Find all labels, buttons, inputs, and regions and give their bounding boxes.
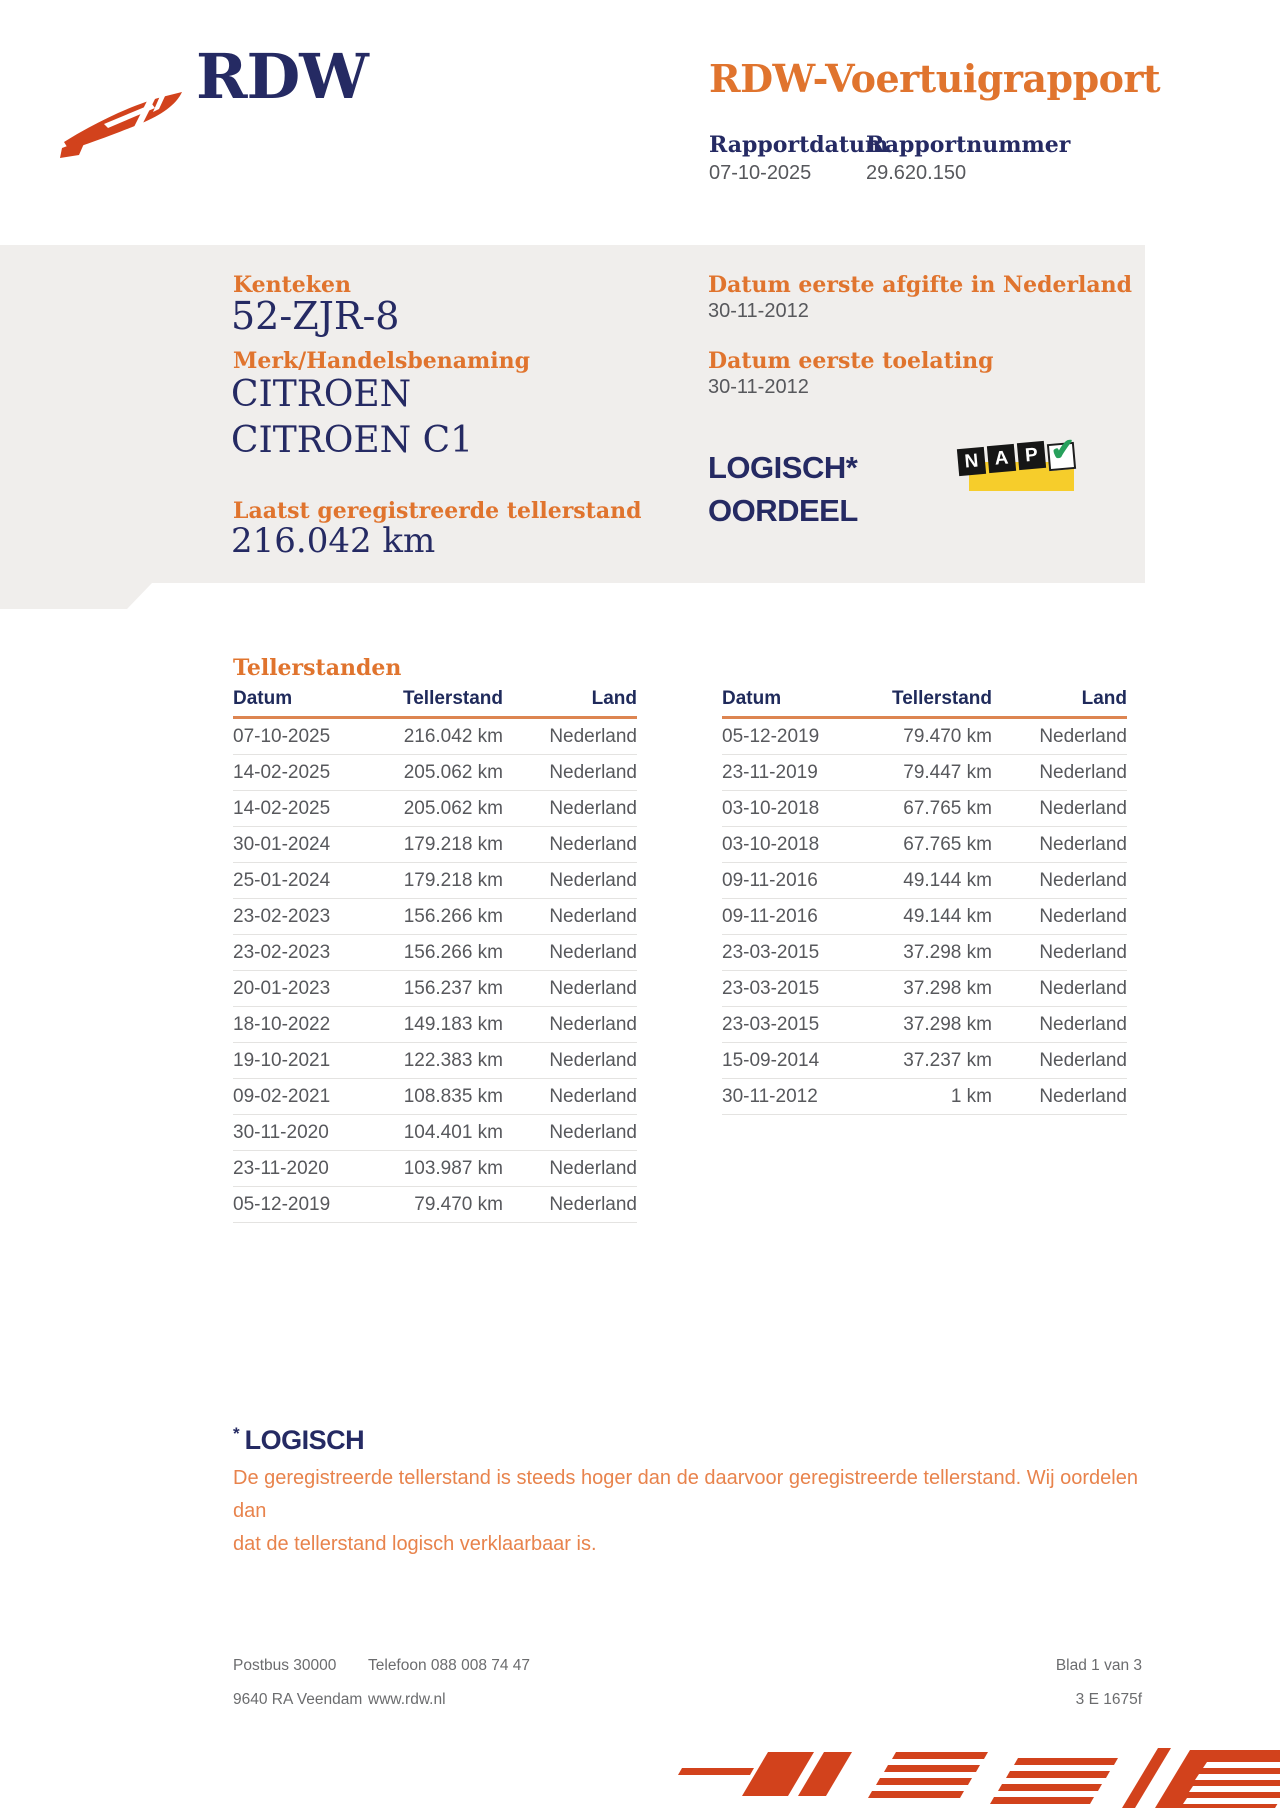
nap-logo — [956, 432, 1086, 498]
rdw-wing-logo-icon — [56, 78, 196, 164]
table-header-row — [233, 688, 637, 719]
merk-label: Merk/Handelsbenaming — [233, 348, 531, 374]
cell-date: 03-10-2018 — [722, 833, 820, 855]
table-row — [722, 899, 1127, 935]
cell-odometer: 79.470 km — [903, 725, 992, 747]
table-row — [722, 791, 1127, 827]
cell-odometer: 122.383 km — [403, 1049, 503, 1071]
cell-odometer: 108.835 km — [403, 1085, 503, 1107]
table-row — [233, 863, 637, 899]
col-header-land: Land — [1081, 688, 1127, 709]
table-row — [233, 827, 637, 863]
cell-country: Nederland — [549, 1157, 637, 1179]
table-row — [233, 935, 637, 971]
cell-date: 30-11-2020 — [233, 1121, 329, 1143]
footer-address-line2: 9640 RA Veendam — [233, 1691, 363, 1708]
cell-odometer: 104.401 km — [403, 1121, 503, 1143]
cell-country: Nederland — [549, 797, 637, 819]
table-row — [233, 1079, 637, 1115]
nap-letter-n: N — [957, 447, 986, 476]
table-body — [233, 719, 637, 1223]
cell-country: Nederland — [1039, 905, 1127, 927]
kenteken-value: 52-ZJR-8 — [231, 294, 400, 338]
cell-country: Nederland — [549, 905, 637, 927]
cell-date: 23-02-2023 — [233, 905, 331, 927]
note-title: LOGISCH — [244, 1425, 365, 1455]
cell-date: 23-03-2015 — [722, 977, 820, 999]
afgifte-label: Datum eerste afgifte in Nederland — [708, 272, 1133, 298]
cell-country: Nederland — [549, 977, 637, 999]
note-line-2: dat de tellerstand logisch verklaarbaar is. — [233, 1533, 597, 1555]
cell-odometer: 179.218 km — [403, 869, 503, 891]
footer-page-indicator: Blad 1 van 3 — [1055, 1657, 1142, 1674]
nap-letter-a: A — [987, 444, 1016, 473]
cell-country: Nederland — [549, 869, 637, 891]
afgifte-value: 30-11-2012 — [708, 300, 809, 322]
report-date-value: 07-10-2025 — [709, 162, 812, 184]
cell-date: 09-02-2021 — [233, 1085, 331, 1107]
report-date-label: Rapportdatum — [709, 132, 889, 158]
col-header-datum: Datum — [233, 688, 293, 709]
tellerstand-value: 216.042 km — [231, 521, 436, 561]
table-row — [722, 1043, 1127, 1079]
cell-odometer: 156.237 km — [403, 977, 503, 999]
cell-date: 23-11-2019 — [722, 761, 818, 783]
tables-section-title: Tellerstanden — [233, 655, 402, 681]
col-header-land: Land — [591, 688, 637, 709]
cell-country: Nederland — [549, 1193, 637, 1215]
cell-odometer: 49.144 km — [903, 869, 992, 891]
table-header-row — [722, 688, 1127, 719]
tellerstand-label: Laatst geregistreerde tellerstand — [233, 498, 642, 524]
note-asterisk: * — [233, 1424, 240, 1443]
col-header-tellerstand: Tellerstand — [403, 688, 503, 709]
cell-date: 03-10-2018 — [722, 797, 820, 819]
toelating-value: 30-11-2012 — [708, 376, 809, 398]
cell-odometer: 149.183 km — [403, 1013, 503, 1035]
cell-country: Nederland — [549, 1013, 637, 1035]
oordeel-block — [708, 446, 858, 532]
cell-odometer: 179.218 km — [403, 833, 503, 855]
odometer-table-left — [233, 688, 637, 1223]
table-row — [722, 755, 1127, 791]
cell-country: Nederland — [1039, 869, 1127, 891]
table-row — [722, 719, 1127, 755]
cell-odometer: 156.266 km — [403, 941, 503, 963]
nap-check-tile — [1047, 432, 1077, 471]
cell-country: Nederland — [549, 1049, 637, 1071]
table-row — [233, 791, 637, 827]
table-row — [233, 1187, 637, 1223]
footer-address-line1: Postbus 30000 — [233, 1657, 337, 1674]
cell-country: Nederland — [549, 761, 637, 783]
cell-date: 23-03-2015 — [722, 1013, 820, 1035]
cell-country: Nederland — [549, 941, 637, 963]
cell-date: 07-10-2025 — [233, 725, 331, 747]
cell-date: 23-11-2020 — [233, 1157, 329, 1179]
table-row — [233, 719, 637, 755]
cell-odometer: 216.042 km — [403, 725, 503, 747]
cell-country: Nederland — [549, 1085, 637, 1107]
cell-country: Nederland — [1039, 833, 1127, 855]
cell-date: 15-09-2014 — [722, 1049, 820, 1071]
cell-date: 09-11-2016 — [722, 869, 818, 891]
cell-odometer: 37.298 km — [903, 1013, 992, 1035]
rdw-stripes-decoration — [650, 1748, 1280, 1812]
footer-phone: Telefoon 088 008 74 47 — [368, 1657, 531, 1674]
report-number-value: 29.620.150 — [866, 162, 967, 184]
cell-odometer: 67.765 km — [903, 797, 992, 819]
cell-odometer: 67.765 km — [903, 833, 992, 855]
cell-odometer: 37.298 km — [903, 977, 992, 999]
cell-country: Nederland — [549, 833, 637, 855]
cell-odometer: 49.144 km — [903, 905, 992, 927]
note-paragraph — [233, 1462, 1173, 1561]
cell-country: Nederland — [1039, 1085, 1127, 1107]
oordeel-label: OORDEEL — [708, 493, 858, 528]
table-row — [722, 971, 1127, 1007]
note-line-1: De geregistreerde tellerstand is steeds hoger dan de daarvoor geregistreerde tellerstand. Wij oordelen dan — [233, 1467, 1138, 1522]
table-row — [233, 899, 637, 935]
table-row — [233, 1007, 637, 1043]
cell-date: 23-02-2023 — [233, 941, 331, 963]
cell-odometer: 205.062 km — [403, 797, 503, 819]
cell-odometer: 1 km — [950, 1085, 992, 1107]
merk-value: CITROEN CITROEN C1 — [231, 374, 474, 461]
cell-odometer: 103.987 km — [403, 1157, 503, 1179]
table-row — [233, 971, 637, 1007]
footer-form-code: 3 E 1675f — [1075, 1691, 1142, 1708]
table-row — [233, 755, 637, 791]
cell-country: Nederland — [1039, 1013, 1127, 1035]
cell-country: Nederland — [1039, 761, 1127, 783]
table-row — [722, 827, 1127, 863]
rdw-logo-wordmark: RDW — [196, 40, 368, 113]
cell-date: 20-01-2023 — [233, 977, 331, 999]
cell-date: 14-02-2025 — [233, 797, 331, 819]
cell-date: 05-12-2019 — [233, 1193, 331, 1215]
cell-date: 30-11-2012 — [722, 1085, 818, 1107]
cell-date: 30-01-2024 — [233, 833, 331, 855]
report-number-label: Rapportnummer — [866, 132, 1071, 158]
cell-odometer: 37.298 km — [903, 941, 992, 963]
cell-date: 23-03-2015 — [722, 941, 820, 963]
table-row — [722, 1007, 1127, 1043]
page-title: RDW-Voertuigrapport — [709, 56, 1161, 101]
note-heading — [233, 1424, 364, 1456]
cell-country: Nederland — [549, 725, 637, 747]
footer-website: www.rdw.nl — [368, 1691, 446, 1708]
table-row — [233, 1151, 637, 1187]
table-row — [233, 1043, 637, 1079]
cell-country: Nederland — [1039, 725, 1127, 747]
table-row — [722, 935, 1127, 971]
cell-date: 18-10-2022 — [233, 1013, 331, 1035]
table-row — [722, 863, 1127, 899]
cell-country: Nederland — [1039, 1049, 1127, 1071]
cell-odometer: 37.237 km — [903, 1049, 992, 1071]
cell-country: Nederland — [1039, 797, 1127, 819]
odometer-table-right — [722, 688, 1127, 1115]
cell-country: Nederland — [1039, 977, 1127, 999]
toelating-label: Datum eerste toelating — [708, 348, 994, 374]
cell-date: 25-01-2024 — [233, 869, 331, 891]
cell-country: Nederland — [1039, 941, 1127, 963]
col-header-tellerstand: Tellerstand — [892, 688, 992, 709]
table-body — [722, 719, 1127, 1115]
nap-letter-p: P — [1017, 441, 1046, 470]
cell-date: 19-10-2021 — [233, 1049, 331, 1071]
cell-odometer: 79.447 km — [903, 761, 992, 783]
band-slant-decoration — [0, 583, 155, 609]
table-row — [233, 1115, 637, 1151]
oordeel-value: LOGISCH* — [708, 450, 858, 485]
col-header-datum: Datum — [722, 688, 782, 709]
kenteken-label: Kenteken — [233, 272, 352, 298]
nap-check-icon: ✔ — [1049, 432, 1077, 468]
table-row — [722, 1079, 1127, 1115]
cell-date: 09-11-2016 — [722, 905, 818, 927]
cell-country: Nederland — [549, 1121, 637, 1143]
cell-odometer: 79.470 km — [414, 1193, 503, 1215]
cell-odometer: 156.266 km — [403, 905, 503, 927]
cell-date: 05-12-2019 — [722, 725, 820, 747]
cell-odometer: 205.062 km — [403, 761, 503, 783]
cell-date: 14-02-2025 — [233, 761, 331, 783]
